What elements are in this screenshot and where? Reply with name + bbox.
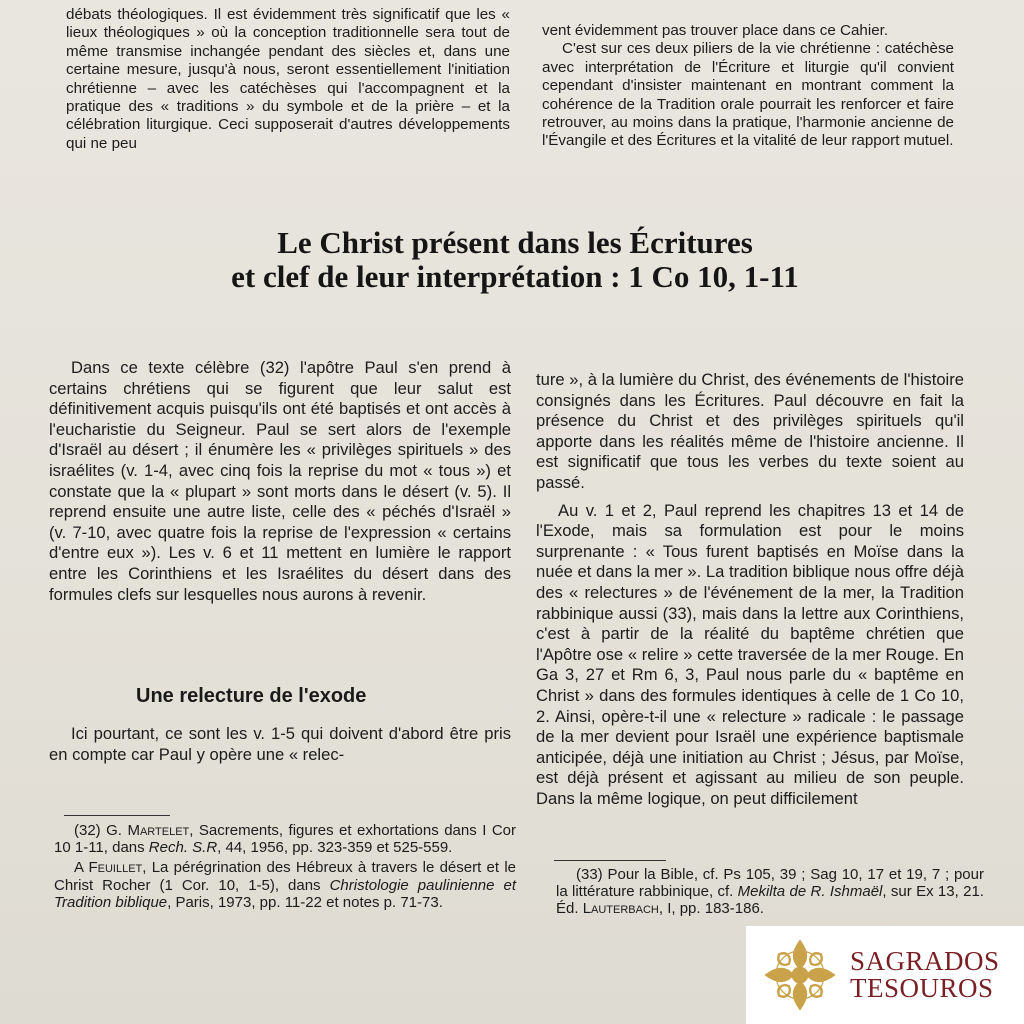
body-right-paragraph-2: Au v. 1 et 2, Paul reprend les chapitres 13 et 14 de l'Exode, mais sa formulation est pour le moins surprenante : « Tous furent baptisés en Moïse dans la nuée et dans la mer ». La tradition biblique nous offre déjà des « relectures » de l'événement de la mer, la Tradition rabbinique aussi (33), mais dans la lettre aux Corinthiens, c'est à partir de la réalité du baptême chrétien que l'Apôtre ose « relire » cette traversée de la mer Rouge. En Ga 3, 27 et Rm 6, 3, Paul nous parle du « baptême en Christ » dans des formules identiques à celle de 1 Co 10, 2. Ainsi, opère-t-il une « relecture » radicale : le passage de la mer devient pour Israël une expérience baptismale anticipée, déjà une initiation au Christ ; Jésus, par Moïse, est déjà présent et agissant au milieu de son peuple. Dans la même logique, on peut difficilement [536, 500, 964, 808]
fn32a-mid: , Sacrements, figures et exhortations dans I Cor 10 1-11, dans [54, 822, 516, 857]
fn33-editor: Lauterbach [582, 900, 659, 918]
footnote-32-a [54, 822, 516, 856]
ornamental-cross-icon [760, 935, 840, 1015]
fn32b-post: , Paris, 1973, pp. 11-22 et notes p. 71-73. [167, 893, 443, 911]
fn32b-author: Feuillet [88, 859, 143, 877]
fn32b-mid: , La pérégrination des Hébreux à travers le désert et le Christ Rocher (1 Cor. 10, 1-5), dans [54, 859, 516, 894]
top-right-paragraph-2: C'est sur ces deux piliers de la vie chrétienne : catéchèse avec interprétation de l'Écriture et liturgie qu'il convient cependant d'insister maintenant en montrant comment la cohérence de la Tradition orale pourrait les renforcer et faire retrouver, au moins dans la pratique, l'harmonie ancienne de l'Évangile et des Écritures et la vitalité de leur rapport mutuel. [542, 40, 954, 150]
watermark-logo [746, 926, 1024, 1024]
body-left-paragraph: Dans ce texte célèbre (32) l'apôtre Paul s'en prend à certains chrétiens qui se figurent que leur salut est définitivement acquis puisqu'ils ont été baptisés et ont accès à l'eucharistie du Seigneur. Paul se sert alors de l'exemple d'Israël au désert ; il énumère les « privilèges spirituels » des israélites (v. 1-4, avec cinq fois la reprise du mot « tous ») et constate que la « plupart » sont morts dans le désert (v. 5). Il reprend ensuite une autre liste, celle des « péchés d'Israël » (v. 7-10, avec quatre fois la reprise de l'expression « certains d'entre eux »). Les v. 6 et 11 mettent en lumière le rapport entre les Corinthiens et les Israélites du désert dans des formules clefs sur lesquelles nous aurons à revenir. [49, 358, 511, 604]
footnotes-left [54, 822, 516, 911]
fn32a-journal: Rech. S.R [148, 839, 218, 857]
body-left-column [49, 358, 511, 605]
fn32b-pre: A [74, 859, 89, 877]
section-first-paragraph-column [49, 724, 511, 765]
footnote-33 [556, 866, 984, 918]
fn33-book: Mekilta de R. Ishmaël [737, 883, 883, 901]
footnote-rule-left [64, 815, 170, 816]
top-right-column [542, 22, 954, 151]
top-right-paragraph-1: vent évidemment pas trouver place dans ce Cahier. [542, 22, 889, 39]
footnotes-right [556, 866, 984, 918]
top-left-paragraph: débats théologiques. Il est évidemment très significatif que les « lieux théologiques » où la conception traditionnelle sera tout de même transmise inchangée pendant des siècles et, dans une certaine mesure, jusqu'à nous, seront essentiellement l'initiation chrétienne – avec les catéchèses qui l'accompagnent et la pratique des « traditions » du symbole et de la prière – et la célébration liturgique. Ceci supposerait d'autres développements qui ne peu [66, 6, 510, 152]
fn33-post: , I, pp. 183-186. [658, 900, 764, 918]
section-first-paragraph: Ici pourtant, ce sont les v. 1-5 qui doivent d'abord être pris en compte car Paul y opère une « relec- [49, 724, 511, 764]
article-title-line-2: et clef de leur interprétation : 1 Co 10, 1-11 [231, 259, 799, 294]
fn32a-author: Martelet [127, 822, 190, 839]
body-right-column [536, 370, 964, 809]
fn32a-pre: (32) G. [74, 822, 128, 839]
watermark-text [850, 948, 1000, 1002]
article-title-line-1: Le Christ présent dans les Écritures [277, 225, 753, 260]
body-right-paragraph-1: ture », à la lumière du Christ, des événements de l'histoire consignés dans les Écritures. Paul découvre en fait la présence du Christ et des privilèges spirituels qu'il apporte dans les réalités même de l'histoire ancienne. Il est significatif que tous les verbes du texte soient au passé. [536, 370, 964, 492]
fn32b-book: Christologie paulinienne et Tradition biblique [54, 876, 516, 911]
fn33-mid: , sur Ex 13, 21. Éd. [556, 883, 984, 918]
fn32a-post: , 44, 1956, pp. 323-359 et 525-559. [217, 839, 453, 857]
watermark-line-1: SAGRADOS [850, 946, 1000, 976]
article-title [60, 226, 970, 294]
fn33-pre: (33) Pour la Bible, cf. Ps 105, 39 ; Sag 10, 17 et 19, 7 ; pour la littérature rabbinique, cf. [556, 866, 984, 901]
watermark-line-2: TESOUROS [850, 973, 994, 1003]
top-left-column [66, 6, 510, 153]
footnote-rule-right [554, 860, 666, 861]
footnote-32-b [54, 859, 516, 911]
section-heading: Une relecture de l'exode [136, 685, 367, 707]
